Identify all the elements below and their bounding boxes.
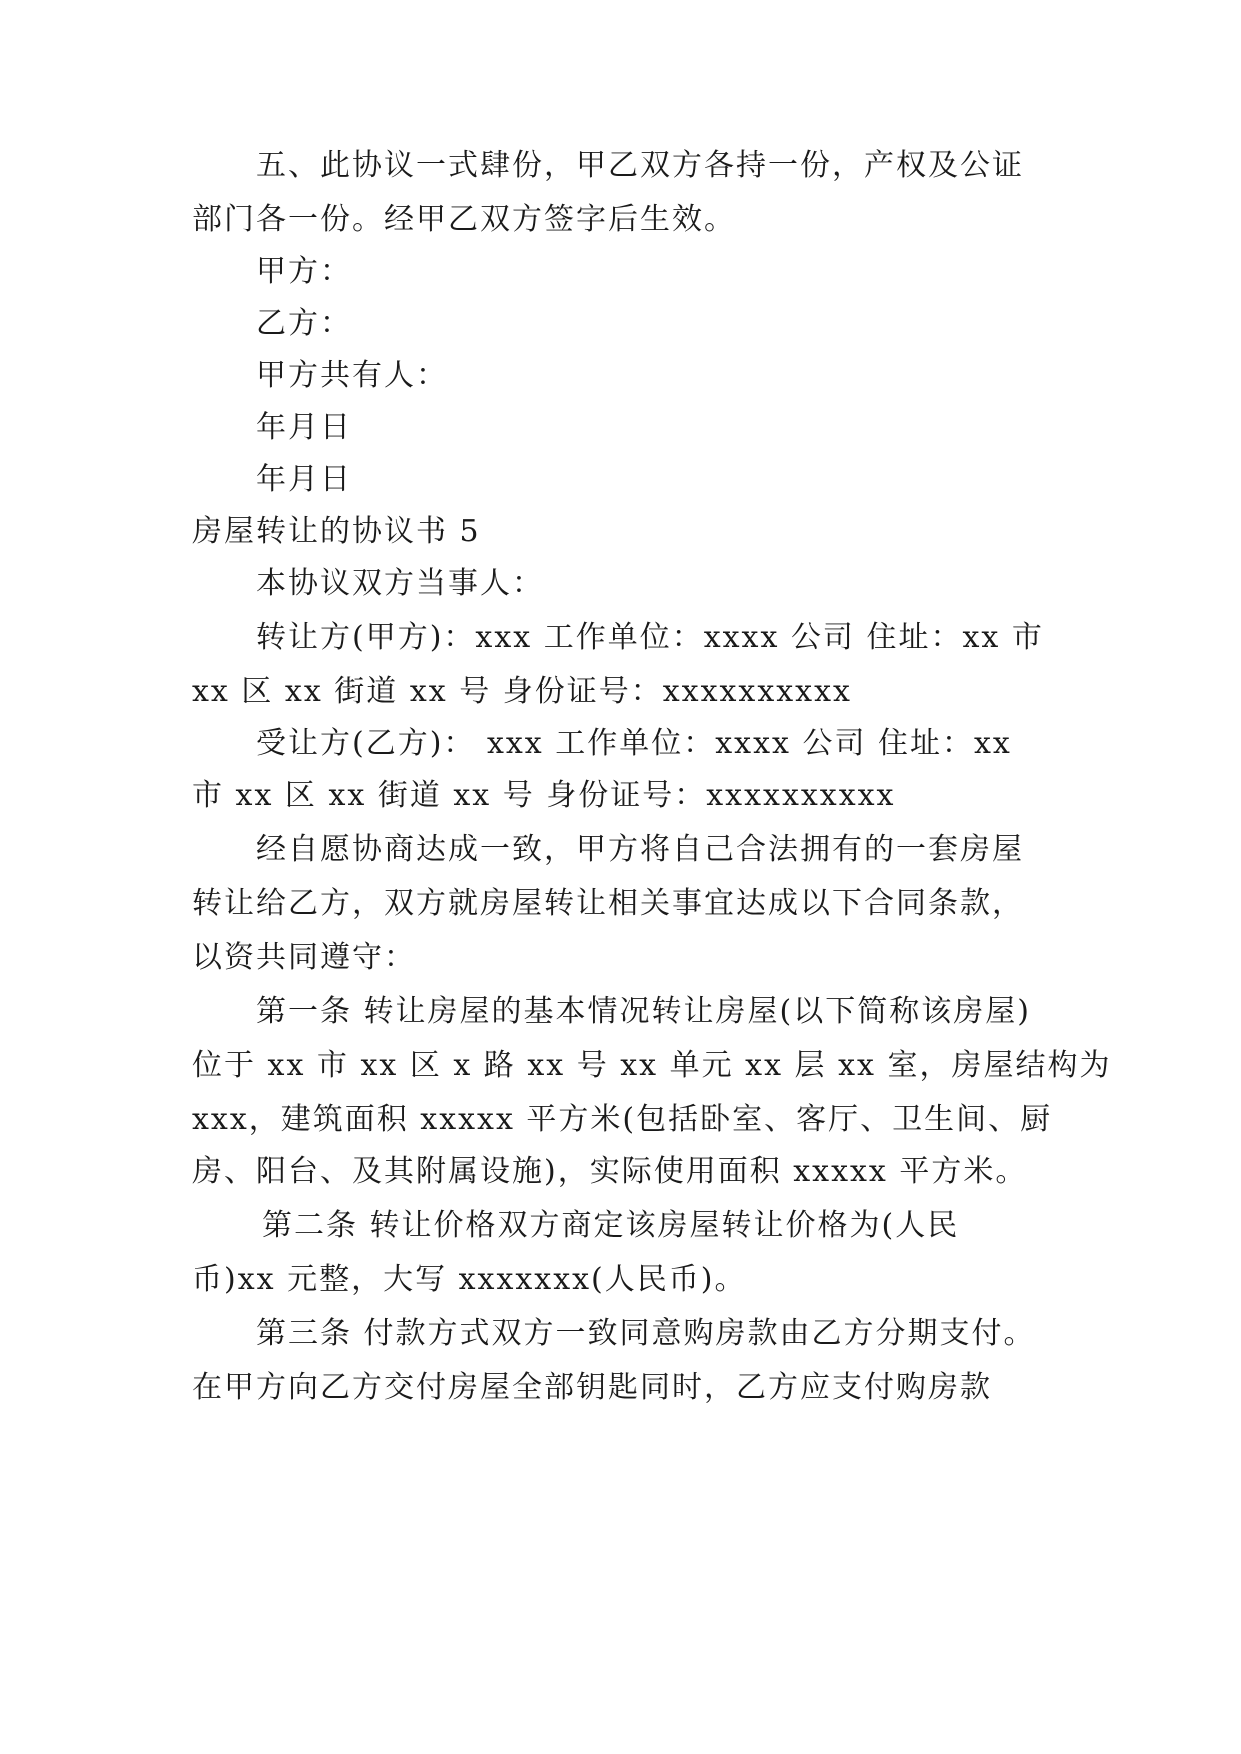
paragraph-line: 受让方(乙方)： xxx 工作单位：xxxx 公司 住址：xx [256,726,1012,761]
paragraph-line: 转让给乙方，双方就房屋转让相关事宜达成以下合同条款， [192,886,1024,921]
date-line: 年月日 [256,410,352,445]
paragraph-line: 转让方(甲方)：xxx 工作单位：xxxx 公司 住址：xx 市 [256,620,1044,655]
paragraph-line: xxx，建筑面积 xxxxx 平方米(包括卧室、客厅、卫生间、厨 [192,1102,1053,1137]
section-title: 房屋转让的协议书 5 [192,514,481,549]
paragraph-line: 第三条 付款方式双方一致同意购房款由乙方分期支付。 [256,1316,1036,1351]
paragraph-line: 市 xx 区 xx 街道 xx 号 身份证号：xxxxxxxxxx [192,778,896,813]
paragraph-line: 第一条 转让房屋的基本情况转让房屋(以下简称该房屋) [256,994,1031,1029]
paragraph-line: xx 区 xx 街道 xx 号 身份证号：xxxxxxxxxx [192,674,852,709]
paragraph-line: 经自愿协商达成一致，甲方将自己合法拥有的一套房屋 [256,832,1024,867]
paragraph-line: 币)xx 元整，大写 xxxxxxx(人民币)。 [192,1262,747,1297]
signature-label-co-owner: 甲方共有人： [256,358,448,393]
paragraph-line: 以资共同遵守： [192,940,416,975]
paragraph-line: 本协议双方当事人： [256,566,544,601]
date-line: 年月日 [256,462,352,497]
paragraph-line: 部门各一份。经甲乙双方签字后生效。 [192,202,736,237]
paragraph-line: 位于 xx 市 xx 区 x 路 xx 号 xx 单元 xx 层 xx 室，房屋结构为 [192,1048,1112,1083]
paragraph-line: 第二条 转让价格双方商定该房屋转让价格为(人民 [262,1208,960,1243]
paragraph-line: 房、阳台、及其附属设施)，实际使用面积 xxxxx 平方米。 [192,1154,1028,1189]
paragraph-line: 在甲方向乙方交付房屋全部钥匙同时，乙方应支付购房款 [192,1370,992,1405]
paragraph-line: 五、此协议一式肆份，甲乙双方各持一份，产权及公证 [256,148,1024,183]
signature-label-party-a: 甲方： [256,254,352,289]
signature-label-party-b: 乙方： [256,306,352,341]
